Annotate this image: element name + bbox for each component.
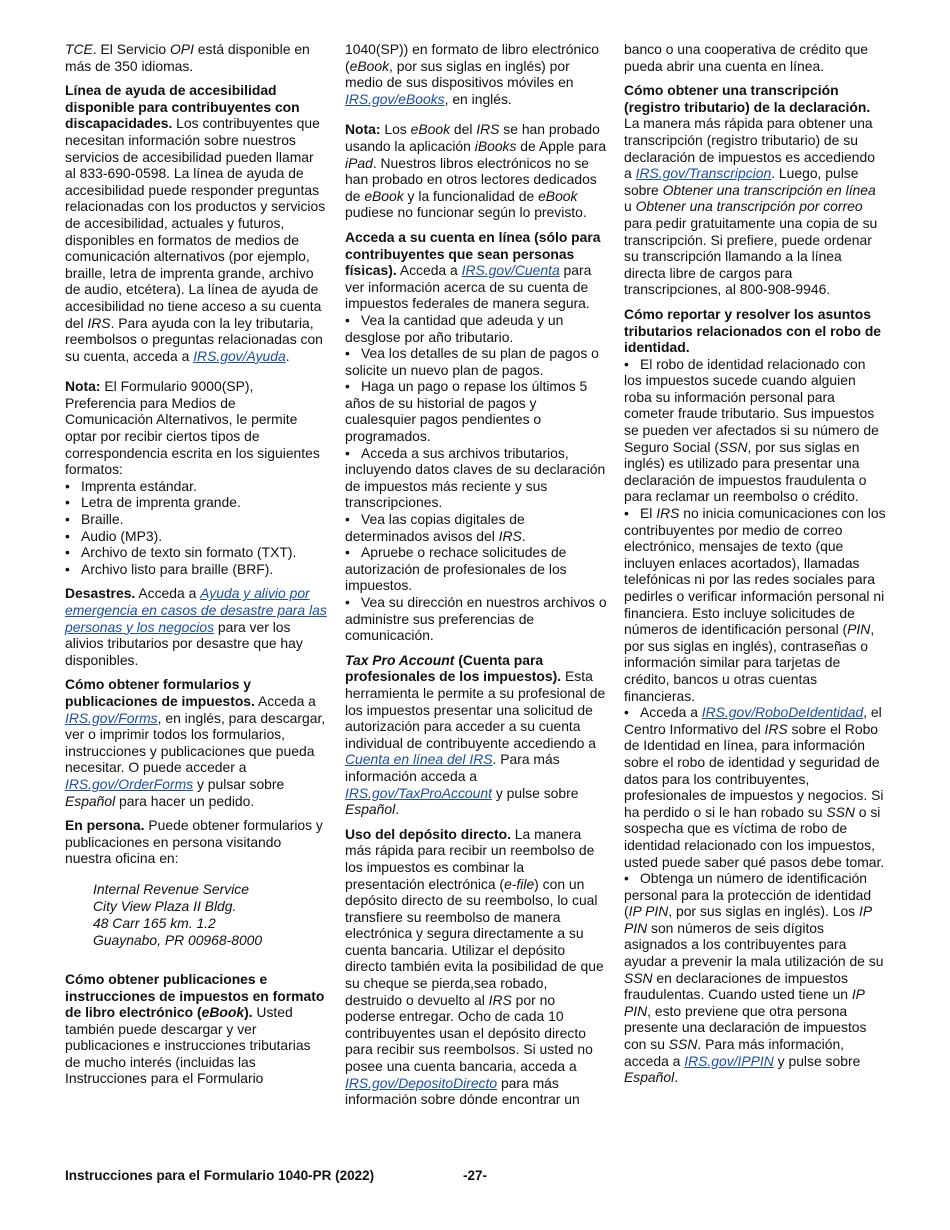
paragraph-bank: banco o una cooperativa de crédito que pueda abrir una cuenta en línea.: [624, 41, 869, 74]
paragraph-direct-deposit: Uso del depósito directo. La manera más rápida para recibir un reembolso de los impuestos es combinar la presentación electrónica (e-file) con un depósito directo de su reembolso, lo cual transfiere su reembolso de manera electrónica y segura directamente a su cuenta bancaria. Utilizar el depósito directo también evita la posibilidad de que su cheque se pierda,sea robado, destruido o devuelto al IRS por no poderse entregar. Ocho de cada 10 contribuyentes usan el depósito directo para recibir sus reembolsos. Si usted no posee una cuenta bancaria, acceda a IRS.gov/DepositoDirecto para más información sobre dónde encontrar un: [345, 825, 604, 1108]
paragraph-identity-theft: Cómo reportar y resolver los asuntos tributarios relacionados con el robo de identidad. • El robo de identidad relacionado con los impuestos sucede cuando alguien roba su información personal para cometer fraude tributario. Sus impuestos se pueden ver afectados si su número de Seguro Social (SSN, por sus siglas en inglés) es utilizado para presentar una declaración de impuestos fraudulenta o para reclamar un reembolso o crédito. • El IRS no inicia comunicaciones con los contribuyentes por medio de correo electrónico, mensajes de texto (que incluyen enlaces acortados), llamadas telefónicas ni por las redes sociales para pedirles o verificar información personal ni financiera. Esto incluye solicitudes de números de identificación personal (PIN, por sus siglas en inglés), contraseñas o información similar para tarjetas de crédito, bancos u otras cuentas financieras. • Acceda a IRS.gov/RoboDeIdentidad, el Centro Informativo del IRS sobre el Robo de Identidad en línea, para información sobre el robo de identidad y seguridad de datos para los contribuyentes, profesionales de impuestos y negocios. Si ha perdido o si le han robado su SSN o si sospecha que es víctima de robo de identidad relacionado con los impuestos, usted puede saber qué pasos debe tomar. • Obtenga un número de identificación personal para la protección de identidad (IP PIN, por sus siglas en inglés). Los IP PIN son números de seis dígitos asignados a los contribuyentes para ayudar a prevenir la mala utilización de su SSN en declaraciones de impuestos fraudulentas. Cuando usted tiene un IP PIN, esto previene que otra persona presente una declaración de impuestos con su SSN. Para más información, acceda a IRS.gov/IPPIN y pulse sobre Español.: [624, 305, 886, 1086]
list-item: • Vea su dirección en nuestros archivos o administre sus preferencias de comunicación.: [345, 594, 607, 644]
list-item: • Audio (MP3).: [65, 527, 163, 544]
link-irs-cuenta[interactable]: IRS.gov/Cuenta: [461, 262, 560, 279]
paragraph-tce: TCE. El Servicio OPI está disponible en más de 350 idiomas.: [65, 41, 310, 74]
list-item: • Archivo de texto sin formato (TXT).: [65, 544, 297, 561]
paragraph-forms: Cómo obtener formularios y publicaciones de impuestos. Acceda a IRS.gov/Forms, en inglés, para descargar, ver o imprimir todos los formularios, instrucciones y publicaciones que pueda necesitar. O puede acceder a IRS.gov/OrderForms y pulsar sobre Español para hacer un pedido.: [65, 676, 326, 809]
link-irs-ippin[interactable]: IRS.gov/IPPIN: [684, 1052, 774, 1069]
page-number: -27-: [463, 1168, 488, 1183]
link-irs-robodeidentidad[interactable]: IRS.gov/RoboDeIdentidad: [701, 704, 864, 721]
column-2: [345, 41, 607, 1116]
list-item: • Imprenta estándar.: [65, 477, 197, 494]
list-item: • Acceda a sus archivos tributarios, incluyendo datos claves de su declaración de impuestos más reciente y sus transcripciones.: [345, 444, 606, 511]
list-item: • El IRS no inicia comunicaciones con los contribuyentes por medio de correo electrónico, mensajes de texto (que incluyen enlaces acortados), llamadas telefónicas ni por las redes sociales para pedirles o verificar información personal ni financiera. Esto incluye solicitudes de números de identificación personal (PIN, por sus siglas en inglés), contraseñas o información similar para tarjetas de crédito, bancos u otras cuentas financieras.: [624, 505, 886, 704]
paragraph-ebooks: Cómo obtener publicaciones e instrucciones de impuestos en formato de libro electrónico (eBook). Usted también puede descargar y ver publicaciones e instrucciones tributarias de mucho interés (incluidas las Instrucciones para el Formulario: [65, 970, 325, 1087]
paragraph-ebook-formats: 1040(SP)) en formato de libro electrónico (eBook, por sus siglas en inglés) por medio de sus dispositivos móviles en IRS.gov/eBooks, en inglés.: [345, 41, 600, 107]
link-irs-taxproaccount[interactable]: IRS.gov/TaxProAccount: [345, 784, 492, 801]
list-item: • Apruebe o rechace solicitudes de autorización de profesionales de los impuestos.: [345, 544, 567, 594]
list-item: • Acceda a IRS.gov/RoboDeIdentidad, el Centro Informativo del IRS sobre el Robo de Identidad en línea, para información sobre el robo de identidad y seguridad de datos para los contribuyentes, profesionales de impuestos y negocios. Si ha perdido o si le han robado su SSN o si sospecha que es víctima de robo de identidad relacionado con los impuestos, usted puede saber qué pasos debe tomar.: [624, 704, 885, 870]
paragraph-online-account: Acceda a su cuenta en línea (sólo para contribuyentes que sean personas físicas). Acceda a IRS.gov/Cuenta para ver información acerca de su cuenta de impuestos federales de manera segura. • Vea la cantidad que adeuda y un desglose por año tributario. • Vea los detalles de su plan de pagos o solicite un nuevo plan de pagos. • Haga un pago o repase los últimos 5 años de su historial de pagos y cualesquier pagos pendientes o programados. • Acceda a sus archivos tributarios, incluyendo datos claves de su declaración de impuestos más reciente y sus transcripciones. • Vea las copias digitales de determinados avisos del IRS. • Apruebe o rechace solicitudes de autorización de profesionales de los impuestos. • Vea su dirección en nuestros archivos o administre sus preferencias de comunicación.: [345, 228, 607, 644]
list-item: • Haga un pago o repase los últimos 5 años de su historial de pagos y cualesquier pagos pendientes o programados.: [345, 378, 588, 445]
paragraph-tax-pro-account: Tax Pro Account (Cuenta para profesionales de los impuestos). Esta herramienta le permite a su profesional de los impuestos presentar una solicitud de autorización para acceder a su cuenta individual de contribuyente accediendo a Cuenta en línea del IRS. Para más información acceda a IRS.gov/TaxProAccount y pulse sobre Español.: [345, 651, 606, 818]
list-item: • Vea los detalles de su plan de pagos o solicite un nuevo plan de pagos.: [345, 345, 599, 378]
paragraph-in-person: En persona. Puede obtener formularios y publicaciones en persona visitando nuestra oficina en:: [65, 817, 323, 867]
link-irs-ayuda[interactable]: IRS.gov/Ayuda: [193, 347, 286, 364]
list-item: • El robo de identidad relacionado con los impuestos sucede cuando alguien roba su información personal para cometer fraude tributario. Sus impuestos se pueden ver afectados si su número de Seguro Social (SSN, por sus siglas en inglés) es utilizado para presentar una declaración de impuestos fraudulenta o para reclamar un reembolso o crédito.: [624, 355, 879, 505]
heading-accessibility: Línea de ayuda de accesibilidad disponible para contribuyentes con discapacidades.: [65, 82, 300, 132]
link-irs-transcripcion[interactable]: IRS.gov/Transcripcion: [635, 165, 772, 182]
list-item: • Vea las copias digitales de determinados avisos del IRS.: [345, 511, 526, 544]
office-address: Internal Revenue Service City View Plaza II Bldg. 48 Carr 165 km. 1.2 Guaynabo, PR 00968-8000: [93, 880, 263, 948]
link-online-account[interactable]: Cuenta en línea del IRS: [345, 751, 493, 768]
paragraph-note-form-9000: Nota: El Formulario 9000(SP), Preferencia para Medios de Comunicación Alternativos, le permite optar por recibir ciertos tipos de correspondencia escrita en los siguientes formatos: • Imprenta estándar. • Letra de imprenta grande. • Braille. • Audio (MP3). • Archivo de texto sin formato (TXT). • Archivo listo para braille (BRF).: [65, 378, 327, 577]
paragraph-transcript: Cómo obtener una transcripción (registro tributario) de la declaración. La manera más rápida para obtener una transcripción (registro tributario) de su declaración de impuestos es accediendo a IRS.gov/Transcripcion. Luego, pulse sobre Obtener una transcripción en línea u Obtener una transcripción por correo para pedir gratuitamente una copia de su transcripción. Si prefiere, puede ordenar su transcripción llamando a la línea directa libre de cargos para transcripciones, al 800-908-9946.: [624, 82, 878, 298]
list-item: • Vea la cantidad que adeuda y un desglose por año tributario.: [345, 311, 564, 345]
paragraph-disasters: Desastres. Acceda a Ayuda y alivio por emergencia en casos de desastre para las personas y los negocios para ver los alivios tributarios por desastre que hay disponibles.: [65, 585, 327, 668]
column-3: [624, 41, 886, 1094]
list-item: • Letra de imprenta grande.: [65, 494, 241, 511]
paragraph-note-ebooks: Nota: Los eBook del IRS se han probado usando la aplicación iBooks de Apple para iPad. Nuestros libros electrónicos no se han probado en otros lectores dedicados de eBook y la funcionalidad de eBook pudiese no funcionar según lo previsto.: [345, 121, 607, 221]
list-item: • Archivo listo para braille (BRF).: [65, 560, 274, 577]
link-irs-ebooks[interactable]: IRS.gov/eBooks: [345, 90, 445, 107]
column-1: [65, 41, 327, 1095]
link-irs-orderforms[interactable]: IRS.gov/OrderForms: [65, 775, 194, 792]
list-item: • Obtenga un número de identificación personal para la protección de identidad (IP PIN, por sus siglas en inglés). Los IP PIN son números de seis dígitos asignados a los contribuyentes para ayudar a prevenir la mala utilización de su SSN en declaraciones de impuestos fraudulentas. Cuando usted tiene un IP PIN, esto previene que otra persona presente una declaración de impuestos con su SSN. Para más información, acceda a IRS.gov/IPPIN y pulse sobre Español.: [624, 870, 884, 1086]
link-disaster-relief[interactable]: Ayuda y alivio por emergencia en casos de desastre para las personas y los negocios: [65, 585, 327, 635]
link-irs-forms[interactable]: IRS.gov/Forms: [65, 709, 158, 726]
link-irs-depositodirecto[interactable]: IRS.gov/DepositoDirecto: [345, 1074, 498, 1091]
footer-title: Instrucciones para el Formulario 1040-PR (2022): [65, 1168, 375, 1183]
paragraph-accessibility: Línea de ayuda de accesibilidad disponible para contribuyentes con discapacidades. Los contribuyentes que necesitan información sobre nuestros servicios de accesibilidad pueden llamar al 833-690-0598. La línea de ayuda de accesibilidad puede responder preguntas relacionadas con los productos y servicios de accesibilidad, actuales y futuros, disponibles en formatos de medios de comunicación alternativos (por ejemplo, braille, letra de imprenta grande, archivo de audio, etcétera). La línea de ayuda de accesibilidad no tiene acceso a su cuenta del IRS. Para ayuda con la ley tributaria, reembolsos o preguntas relacionadas con su cuenta, acceda a IRS.gov/Ayuda.: [65, 82, 326, 364]
list-item: • Braille.: [65, 511, 124, 528]
